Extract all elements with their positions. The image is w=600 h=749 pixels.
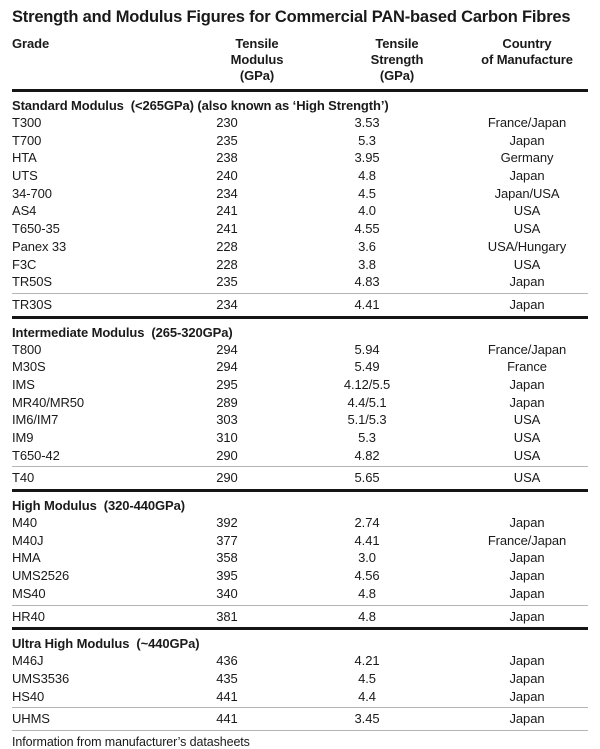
modulus-cell: 395 xyxy=(216,568,238,584)
country-cell: Japan xyxy=(509,394,545,410)
modulus-cell: 340 xyxy=(216,585,238,601)
strength-cell: 4.5 xyxy=(358,185,376,201)
grade-cell: IMS xyxy=(12,376,35,392)
grade-cell: AS4 xyxy=(12,203,37,219)
grade-cell: M40J xyxy=(12,532,44,548)
grade-cell: T800 xyxy=(12,341,42,357)
country-cell: USA xyxy=(513,203,541,219)
modulus-cell: 436 xyxy=(216,653,238,669)
column-header-tensile-modulus xyxy=(162,36,292,84)
grade-cell: T650-35 xyxy=(12,221,60,237)
grade-cell: M46J xyxy=(12,653,44,669)
column-header-tensile-strength xyxy=(292,36,442,84)
table-section xyxy=(12,630,588,731)
table-body xyxy=(12,92,588,731)
strength-cell: 4.8 xyxy=(358,608,376,624)
modulus-cell: 240 xyxy=(216,168,238,184)
grade-cell: Panex 33 xyxy=(12,238,67,254)
section-rows xyxy=(12,514,588,625)
grade-cell: MR40/MR50 xyxy=(12,394,85,410)
grade-cell: IM6/IM7 xyxy=(12,412,59,428)
strength-cell: 5.94 xyxy=(354,341,380,357)
grade-cell: T700 xyxy=(12,132,42,148)
grade-cell: HR40 xyxy=(12,608,45,624)
section-header: High Modulus (320-440GPa) xyxy=(12,498,185,514)
table-row xyxy=(12,447,588,465)
table-row xyxy=(12,149,588,167)
country-cell: Japan xyxy=(509,670,545,686)
country-cell: France/Japan xyxy=(487,532,567,548)
grade-cell: 34-700 xyxy=(12,185,52,201)
strength-cell: 4.0 xyxy=(358,203,376,219)
country-cell: France/Japan xyxy=(487,115,567,130)
modulus-cell: 294 xyxy=(216,359,238,375)
table-row xyxy=(12,394,588,412)
modulus-cell: 290 xyxy=(216,447,238,463)
modulus-cell: 295 xyxy=(216,376,238,392)
column-header-grade-line1: Grade xyxy=(12,36,50,51)
strength-cell: 5.3 xyxy=(358,430,376,445)
country-cell: Germany xyxy=(500,150,554,166)
modulus-cell: 235 xyxy=(216,132,238,148)
grade-cell: M40 xyxy=(12,515,37,531)
table-row xyxy=(12,670,588,688)
modulus-cell: 235 xyxy=(216,274,238,290)
column-header-tensile-modulus-line1: Tensile Modulus xyxy=(230,36,284,67)
modulus-cell: 228 xyxy=(216,238,238,254)
modulus-cell: 230 xyxy=(216,115,238,130)
column-header-country-line2: of Manufacture xyxy=(481,52,573,67)
modulus-cell: 234 xyxy=(216,296,238,312)
country-cell: Japan xyxy=(509,550,545,566)
grade-cell: HTA xyxy=(12,150,37,166)
strength-cell: 3.8 xyxy=(358,256,376,272)
grade-cell: M30S xyxy=(12,359,46,375)
modulus-cell: 358 xyxy=(216,550,238,566)
country-cell: Japan xyxy=(509,568,545,584)
grade-cell: UMS2526 xyxy=(12,568,70,584)
table-row xyxy=(12,358,588,376)
country-cell: Japan xyxy=(509,585,545,601)
table-row xyxy=(12,273,588,291)
table-section xyxy=(12,319,588,493)
grade-cell: UHMS xyxy=(12,711,50,727)
table-section xyxy=(12,492,588,630)
country-cell: USA xyxy=(513,221,541,237)
grade-cell: TR30S xyxy=(12,296,52,312)
grade-cell: T650-42 xyxy=(12,447,60,463)
table-row xyxy=(12,185,588,203)
modulus-cell: 241 xyxy=(216,221,238,237)
grade-cell: IM9 xyxy=(12,430,34,445)
table-row xyxy=(12,652,588,670)
section-rule xyxy=(12,730,588,731)
country-cell: USA xyxy=(513,412,541,428)
table-section xyxy=(12,92,588,319)
modulus-cell: 238 xyxy=(216,150,238,166)
table-row xyxy=(12,605,588,626)
modulus-cell: 441 xyxy=(216,711,238,727)
grade-cell: HS40 xyxy=(12,688,45,704)
country-cell: Japan xyxy=(509,653,545,669)
strength-cell: 5.49 xyxy=(354,359,380,375)
strength-cell: 4.83 xyxy=(354,274,380,290)
country-cell: USA xyxy=(513,470,541,486)
strength-cell: 3.95 xyxy=(354,150,380,166)
table-row xyxy=(12,114,588,132)
modulus-cell: 241 xyxy=(216,203,238,219)
modulus-cell: 381 xyxy=(216,608,238,624)
grade-cell: T300 xyxy=(12,115,42,130)
table-row xyxy=(12,429,588,447)
section-header: Standard Modulus (<265GPa) (also known as ‘High Strength’) xyxy=(12,98,389,113)
table-row xyxy=(12,376,588,394)
strength-cell: 4.21 xyxy=(354,653,380,669)
grade-cell: T40 xyxy=(12,470,35,486)
modulus-cell: 392 xyxy=(216,515,238,531)
modulus-cell: 303 xyxy=(216,412,238,428)
table-row xyxy=(12,220,588,238)
modulus-cell: 228 xyxy=(216,256,238,272)
table-header-row xyxy=(12,36,588,84)
modulus-cell: 289 xyxy=(216,394,238,410)
section-rows xyxy=(12,652,588,728)
grade-cell: UMS3536 xyxy=(12,670,70,686)
strength-cell: 5.65 xyxy=(354,470,380,486)
strength-cell: 4.4 xyxy=(358,688,376,704)
column-header-country-line1: Country xyxy=(502,36,552,51)
footnote: Information from manufacturer’s datasheets xyxy=(12,734,250,749)
column-header-country xyxy=(442,36,588,84)
country-cell: Japan xyxy=(509,711,545,727)
grade-cell: UTS xyxy=(12,168,38,184)
table-row xyxy=(12,585,588,603)
grade-cell: MS40 xyxy=(12,585,46,601)
column-header-tensile-modulus-line2: (GPa) xyxy=(239,68,275,83)
country-cell: Japan/USA xyxy=(494,185,560,201)
modulus-cell: 290 xyxy=(216,470,238,486)
table-row xyxy=(12,167,588,185)
modulus-cell: 234 xyxy=(216,185,238,201)
country-cell: Japan xyxy=(509,376,545,392)
country-cell: Japan xyxy=(509,515,545,531)
table-row xyxy=(12,341,588,359)
grade-cell: HMA xyxy=(12,550,41,566)
table-row xyxy=(12,688,588,706)
table-row xyxy=(12,707,588,728)
country-cell: USA xyxy=(513,256,541,272)
country-cell: France/Japan xyxy=(487,341,567,357)
table-row xyxy=(12,532,588,550)
country-cell: France xyxy=(507,359,547,375)
country-cell: Japan xyxy=(509,296,545,312)
strength-cell: 3.0 xyxy=(358,550,376,566)
country-cell: Japan xyxy=(509,274,545,290)
modulus-cell: 441 xyxy=(216,688,238,704)
table-row xyxy=(12,411,588,429)
table-row xyxy=(12,132,588,150)
table-row xyxy=(12,567,588,585)
strength-cell: 2.74 xyxy=(354,515,380,531)
column-header-tensile-strength-line2: (GPa) xyxy=(379,68,415,83)
country-cell: Japan xyxy=(509,132,545,148)
modulus-cell: 294 xyxy=(216,341,238,357)
table-row xyxy=(12,514,588,532)
table-row xyxy=(12,202,588,220)
strength-cell: 4.41 xyxy=(354,296,380,312)
table-row xyxy=(12,466,588,487)
table-row xyxy=(12,238,588,256)
country-cell: USA/Hungary xyxy=(487,238,567,254)
strength-cell: 4.41 xyxy=(354,532,380,548)
table-row xyxy=(12,256,588,274)
strength-cell: 5.1/5.3 xyxy=(347,412,387,428)
strength-cell: 3.6 xyxy=(358,238,376,254)
strength-cell: 4.56 xyxy=(354,568,380,584)
country-cell: Japan xyxy=(509,168,545,184)
strength-cell: 4.55 xyxy=(354,221,380,237)
strength-cell: 4.5 xyxy=(358,670,376,686)
strength-cell: 4.4/5.1 xyxy=(347,394,387,410)
section-rows xyxy=(12,341,588,488)
table-row xyxy=(12,549,588,567)
page-title: Strength and Modulus Figures for Commercial PAN-based Carbon Fibres xyxy=(12,8,571,26)
country-cell: Japan xyxy=(509,608,545,624)
section-header: Intermediate Modulus (265-320GPa) xyxy=(12,324,233,340)
strength-cell: 4.8 xyxy=(358,168,376,184)
grade-cell: TR50S xyxy=(12,274,52,290)
strength-cell: 4.8 xyxy=(358,585,376,601)
modulus-cell: 435 xyxy=(216,670,238,686)
strength-cell: 4.12/5.5 xyxy=(343,376,391,392)
strength-cell: 3.45 xyxy=(354,711,380,727)
strength-cell: 3.53 xyxy=(354,115,380,130)
modulus-cell: 310 xyxy=(216,430,238,445)
modulus-cell: 377 xyxy=(216,532,238,548)
grade-cell: F3C xyxy=(12,256,37,272)
strength-cell: 4.82 xyxy=(354,447,380,463)
strength-cell: 5.3 xyxy=(358,132,376,148)
country-cell: Japan xyxy=(509,688,545,704)
column-header-grade xyxy=(12,36,162,84)
country-cell: USA xyxy=(513,430,541,445)
table-row xyxy=(12,293,588,314)
country-cell: USA xyxy=(513,447,541,463)
column-header-tensile-strength-line1: Tensile Strength xyxy=(370,36,424,67)
section-rows xyxy=(12,114,588,314)
section-header: Ultra High Modulus (~440GPa) xyxy=(12,636,200,652)
